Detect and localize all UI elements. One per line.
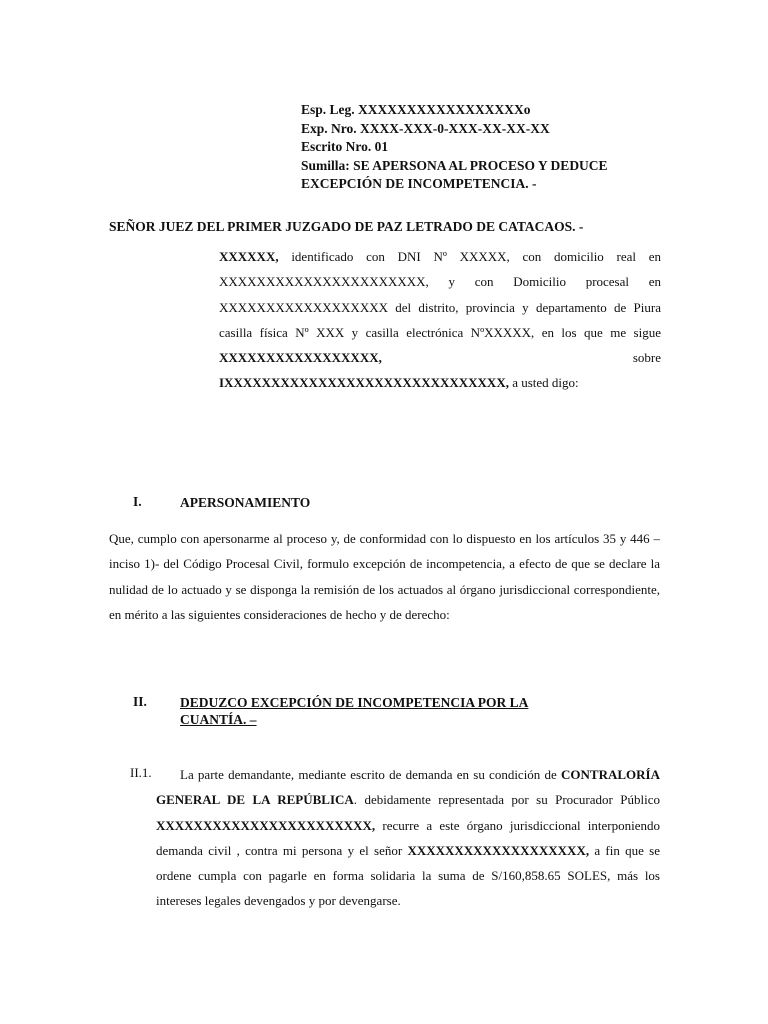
subsection-number: II.1. bbox=[130, 765, 152, 780]
intro-text-1: identificado con DNI Nº XXXXX, con domicilio real en XXXXXXXXXXXXXXXXXXXXXX, y con Domicilio procesal en XXXXXXXXXXXXXXXXXX del distrito, provincia y departamento de Piura casilla física Nº XXX y casilla electrónica NºXXXXX, en los que me sigue bbox=[219, 249, 661, 340]
sumilla-line-2: EXCEPCIÓN DE INCOMPETENCIA. - bbox=[301, 176, 537, 191]
section-1-paragraph bbox=[109, 526, 660, 627]
litigant-name: XXXXXX, bbox=[219, 249, 279, 264]
section-1-number: I. bbox=[133, 494, 142, 509]
entity-name: CONTRALORÍA GENERAL DE LA REPÚBLICA bbox=[156, 767, 660, 808]
sub-text-2: . debidamente representada por su Procurador Público bbox=[353, 792, 661, 808]
sub-text-3: recurre a este órgano jurisdiccional interponiendo demanda civil , contra mi persona y el señor bbox=[156, 817, 660, 858]
section-2-title bbox=[180, 694, 620, 728]
section-2-number: II. bbox=[133, 694, 147, 709]
subsection-paragraph bbox=[156, 762, 660, 914]
procurador-name: XXXXXXXXXXXXXXXXXXXXXXX, bbox=[156, 817, 376, 833]
intro-paragraph bbox=[219, 244, 661, 396]
matter-name: IXXXXXXXXXXXXXXXXXXXXXXXXXXXXXX, bbox=[219, 375, 509, 391]
section-2-title-line-2: CUANTÍA. – bbox=[180, 712, 257, 727]
section-1-title: APERSONAMIENTO bbox=[180, 495, 311, 510]
addressee: SEÑOR JUEZ DEL PRIMER JUZGADO DE PAZ LETRADO DE CATACAOS. - bbox=[109, 219, 584, 234]
codefendant-name: XXXXXXXXXXXXXXXXXXX, bbox=[407, 842, 590, 858]
section-1-text: Que, cumplo con apersonarme al proceso y, de conformidad con lo dispuesto en los artículos 35 y 446 – inciso 1)- del Código Procesal Civil, formulo excepción de incompetencia, a efecto de que se declare la nulidad de lo actuado y se disponga la remisión de los actuados al órgano jurisdiccional correspondiente, en mérito a las siguientes consideraciones de hecho y de derecho: bbox=[109, 531, 660, 622]
intro-text-2: sobre bbox=[381, 350, 661, 366]
sub-text-1: La parte demandante, mediante escrito de demanda en su condición de bbox=[180, 767, 562, 782]
sumilla-line-1: Sumilla: SE APERSONA AL PROCESO Y DEDUCE bbox=[301, 157, 608, 173]
plaintiff-name: XXXXXXXXXXXXXXXXX, bbox=[219, 350, 382, 366]
section-2-title-line-1: DEDUZCO EXCEPCIÓN DE INCOMPETENCIA POR LA bbox=[180, 695, 529, 710]
case-header bbox=[301, 101, 681, 194]
intro-text-3: a usted digo: bbox=[508, 375, 579, 391]
exp-nro-line: Exp. Nro. XXXX-XXX-0-XXX-XX-XX-XX bbox=[301, 120, 550, 136]
sub-text-4: a fin que se ordene cumpla con pagarle en forma solidaria la suma de S/160,858.65 SOLES, más los intereses legales devengados y por devengarse. bbox=[156, 842, 661, 909]
escrito-line: Escrito Nro. 01 bbox=[301, 139, 389, 154]
esp-leg-line: Esp. Leg. XXXXXXXXXXXXXXXXXo bbox=[301, 102, 531, 117]
